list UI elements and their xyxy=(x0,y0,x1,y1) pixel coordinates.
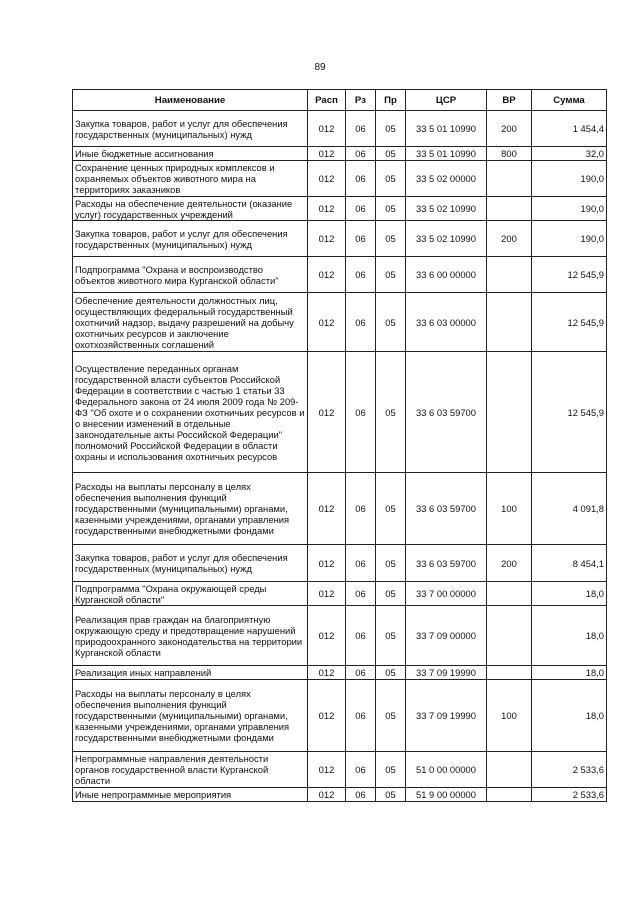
cell-vr xyxy=(487,788,532,802)
table-row xyxy=(73,197,607,221)
header-vr: ВР xyxy=(487,90,532,111)
cell-name: Закупка товаров, работ и услуг для обеспечения государственных (муниципальных) нужд xyxy=(73,221,308,257)
table-row xyxy=(73,111,607,147)
cell-csr: 33 5 02 00000 xyxy=(406,161,487,197)
cell-sum: 18,0 xyxy=(532,606,607,666)
cell-csr: 51 9 00 00000 xyxy=(406,788,487,802)
table-row xyxy=(73,221,607,257)
table-row xyxy=(73,752,607,788)
cell-vr: 100 xyxy=(487,680,532,752)
table-row xyxy=(73,473,607,545)
cell-rasp: 012 xyxy=(308,545,346,582)
cell-rz: 06 xyxy=(346,293,376,352)
cell-csr: 33 7 09 19990 xyxy=(406,666,487,680)
cell-csr: 33 7 00 00000 xyxy=(406,582,487,606)
cell-name: Иные непрограммные мероприятия xyxy=(73,788,308,802)
cell-csr: 33 6 03 59700 xyxy=(406,545,487,582)
cell-vr: 200 xyxy=(487,545,532,582)
cell-csr: 51 0 00 00000 xyxy=(406,752,487,788)
cell-rasp: 012 xyxy=(308,147,346,161)
cell-sum: 4 091,8 xyxy=(532,473,607,545)
cell-sum: 1 454,4 xyxy=(532,111,607,147)
cell-pr: 05 xyxy=(376,680,406,752)
cell-rz: 06 xyxy=(346,197,376,221)
cell-name: Подпрограмма "Охрана окружающей среды Курганской области" xyxy=(73,582,308,606)
cell-name: Сохранение ценных природных комплексов и охраняемых объектов животного мира на территориях заказников xyxy=(73,161,308,197)
cell-sum: 18,0 xyxy=(532,680,607,752)
cell-pr: 05 xyxy=(376,582,406,606)
cell-pr: 05 xyxy=(376,545,406,582)
table-header-row xyxy=(73,90,607,111)
cell-sum: 18,0 xyxy=(532,666,607,680)
cell-rz: 06 xyxy=(346,752,376,788)
cell-csr: 33 5 02 10990 xyxy=(406,197,487,221)
cell-pr: 05 xyxy=(376,293,406,352)
table-row xyxy=(73,352,607,473)
cell-pr: 05 xyxy=(376,788,406,802)
table-row xyxy=(73,666,607,680)
cell-rz: 06 xyxy=(346,666,376,680)
cell-rasp: 012 xyxy=(308,257,346,293)
header-rasp: Расп xyxy=(308,90,346,111)
cell-rz: 06 xyxy=(346,680,376,752)
cell-pr: 05 xyxy=(376,666,406,680)
cell-csr: 33 7 09 19990 xyxy=(406,680,487,752)
cell-csr: 33 5 01 10990 xyxy=(406,147,487,161)
cell-sum: 190,0 xyxy=(532,221,607,257)
cell-rz: 06 xyxy=(346,221,376,257)
cell-sum: 12 545,9 xyxy=(532,352,607,473)
cell-csr: 33 5 01 10990 xyxy=(406,111,487,147)
cell-vr xyxy=(487,197,532,221)
cell-name: Закупка товаров, работ и услуг для обеспечения государственных (муниципальных) нужд xyxy=(73,545,308,582)
header-rz: Рз xyxy=(346,90,376,111)
cell-vr xyxy=(487,606,532,666)
cell-vr: 200 xyxy=(487,111,532,147)
cell-rasp: 012 xyxy=(308,293,346,352)
table-row xyxy=(73,257,607,293)
cell-pr: 05 xyxy=(376,161,406,197)
cell-rz: 06 xyxy=(346,161,376,197)
cell-vr: 100 xyxy=(487,473,532,545)
page-number: 89 xyxy=(314,62,326,73)
cell-pr: 05 xyxy=(376,473,406,545)
cell-name: Иные бюджетные ассигнования xyxy=(73,147,308,161)
header-name: Наименование xyxy=(73,90,308,111)
cell-pr: 05 xyxy=(376,221,406,257)
cell-rz: 06 xyxy=(346,545,376,582)
cell-name: Осуществление переданных органам государственной власти субъектов Российской Федерации в соответствии с частью 1 статьи 33 Федерального закона от 24 июля 2009 года № 209-ФЗ "Об охоте и о сохранении охотничьих ресурсов и о внесении изменений в отдельные законодательные акты Российской Федерации" полномочий Российской Федерации в области охраны и использования охотничьих ресурсов xyxy=(73,352,308,473)
cell-sum: 8 454,1 xyxy=(532,545,607,582)
cell-vr xyxy=(487,293,532,352)
table-row xyxy=(73,582,607,606)
budget-table xyxy=(72,89,607,802)
cell-rz: 06 xyxy=(346,606,376,666)
cell-rz: 06 xyxy=(346,352,376,473)
cell-sum: 18,0 xyxy=(532,582,607,606)
cell-rasp: 012 xyxy=(308,666,346,680)
cell-pr: 05 xyxy=(376,257,406,293)
cell-rasp: 012 xyxy=(308,752,346,788)
cell-sum: 12 545,9 xyxy=(532,293,607,352)
cell-rasp: 012 xyxy=(308,788,346,802)
table-row xyxy=(73,293,607,352)
cell-rasp: 012 xyxy=(308,221,346,257)
cell-csr: 33 6 03 00000 xyxy=(406,293,487,352)
cell-pr: 05 xyxy=(376,606,406,666)
cell-rasp: 012 xyxy=(308,606,346,666)
cell-csr: 33 6 03 59700 xyxy=(406,352,487,473)
cell-pr: 05 xyxy=(376,111,406,147)
cell-csr: 33 6 03 59700 xyxy=(406,473,487,545)
header-csr: ЦСР xyxy=(406,90,487,111)
cell-rasp: 012 xyxy=(308,473,346,545)
cell-sum: 190,0 xyxy=(532,197,607,221)
cell-name: Реализация иных направлений xyxy=(73,666,308,680)
cell-pr: 05 xyxy=(376,197,406,221)
cell-rz: 06 xyxy=(346,111,376,147)
cell-vr xyxy=(487,666,532,680)
table-row xyxy=(73,606,607,666)
cell-name: Непрограммные направления деятельности органов государственной власти Курганской области xyxy=(73,752,308,788)
cell-sum: 32,0 xyxy=(532,147,607,161)
cell-rasp: 012 xyxy=(308,582,346,606)
cell-csr: 33 5 02 10990 xyxy=(406,221,487,257)
cell-sum: 12 545,9 xyxy=(532,257,607,293)
table-row xyxy=(73,788,607,802)
cell-sum: 2 533,6 xyxy=(532,788,607,802)
table-row xyxy=(73,161,607,197)
cell-rasp: 012 xyxy=(308,197,346,221)
cell-csr: 33 6 00 00000 xyxy=(406,257,487,293)
cell-vr xyxy=(487,257,532,293)
cell-rz: 06 xyxy=(346,582,376,606)
cell-name: Подпрограмма "Охрана и воспроизводство объектов животного мира Курганской области" xyxy=(73,257,308,293)
table-row xyxy=(73,680,607,752)
cell-sum: 2 533,6 xyxy=(532,752,607,788)
cell-name: Реализация прав граждан на благоприятную окружающую среду и предотвращение нарушений природоохранного законодательства на территории Курганской области xyxy=(73,606,308,666)
cell-name: Закупка товаров, работ и услуг для обеспечения государственных (муниципальных) нужд xyxy=(73,111,308,147)
cell-rz: 06 xyxy=(346,147,376,161)
cell-vr: 800 xyxy=(487,147,532,161)
cell-vr xyxy=(487,752,532,788)
cell-name: Расходы на выплаты персоналу в целях обеспечения выполнения функций государственными (муниципальными) органами, казенными учреждениями, органами управления государственными внебюджетными фондами xyxy=(73,680,308,752)
cell-vr xyxy=(487,352,532,473)
cell-pr: 05 xyxy=(376,352,406,473)
cell-rasp: 012 xyxy=(308,680,346,752)
cell-pr: 05 xyxy=(376,752,406,788)
header-sum: Сумма xyxy=(532,90,607,111)
table-row xyxy=(73,147,607,161)
cell-rasp: 012 xyxy=(308,111,346,147)
cell-name: Обеспечение деятельности должностных лиц, осуществляющих федеральный государственный охотничий надзор, выдачу разрешений на добычу охотничьих ресурсов и заключение охотхозяйственных соглашений xyxy=(73,293,308,352)
cell-sum: 190,0 xyxy=(532,161,607,197)
cell-rasp: 012 xyxy=(308,161,346,197)
cell-rasp: 012 xyxy=(308,352,346,473)
cell-name: Расходы на выплаты персоналу в целях обеспечения выполнения функций государственными (муниципальными) органами, казенными учреждениями, органами управления государственными внебюджетными фондами xyxy=(73,473,308,545)
cell-rz: 06 xyxy=(346,788,376,802)
cell-vr xyxy=(487,582,532,606)
cell-rz: 06 xyxy=(346,473,376,545)
cell-vr: 200 xyxy=(487,221,532,257)
table-row xyxy=(73,545,607,582)
header-pr: Пр xyxy=(376,90,406,111)
cell-csr: 33 7 09 00000 xyxy=(406,606,487,666)
cell-pr: 05 xyxy=(376,147,406,161)
cell-vr xyxy=(487,161,532,197)
cell-name: Расходы на обеспечение деятельности (оказание услуг) государственных учреждений xyxy=(73,197,308,221)
cell-rz: 06 xyxy=(346,257,376,293)
